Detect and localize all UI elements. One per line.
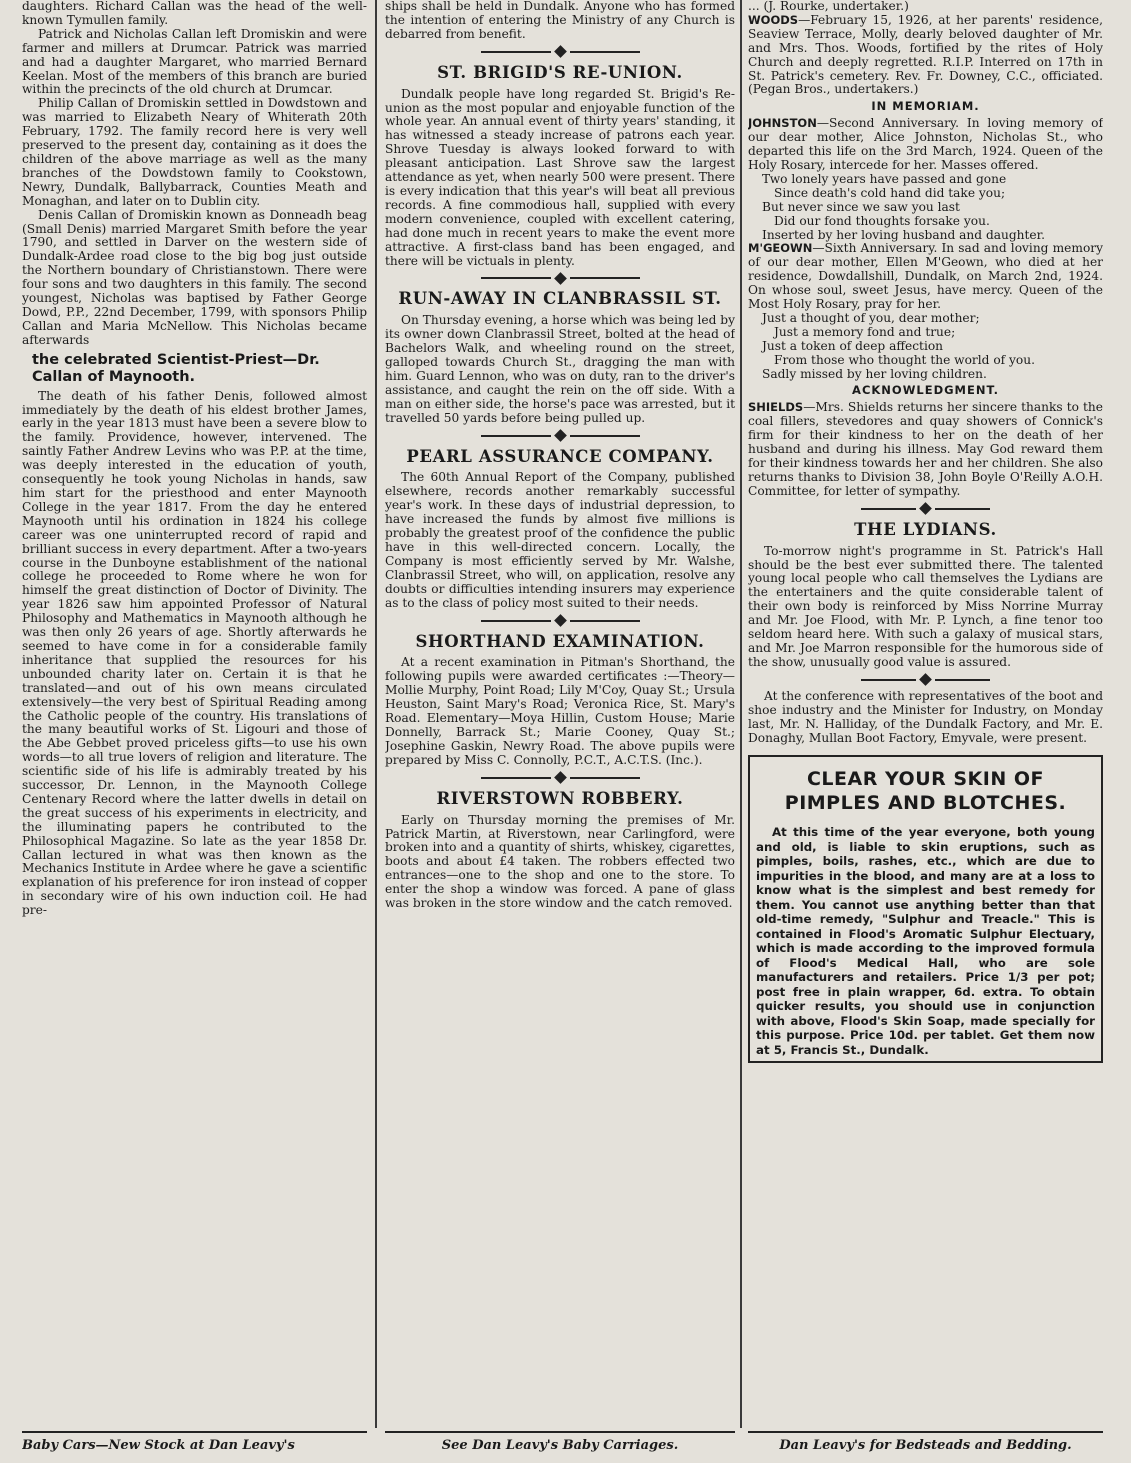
separator-ornament <box>385 428 735 444</box>
verse-line: Two lonely years have passed and gone <box>762 171 1007 186</box>
notice-shields <box>748 401 1103 498</box>
verse-line: Just a thought of you, dear mother; <box>762 310 980 325</box>
paragraph: Patrick and Nicholas Callan left Dromiskin and were farmer and millers at Drumcar. Patrick was married and had a daughter Margaret, who married Bernard Keelan. Most of the members of this branch are buried within the precincts of the old church at Drumcar. <box>22 26 367 97</box>
verse-line: Just a token of deep affection <box>762 338 944 353</box>
notice-text: —February 15, 1926, at her parents' residence, Seaview Terrace, Molly, dearly beloved daughter of Mr. and Mrs. Thos. Woods, fortified by the rites of Holy Church and deeply regretted. R.I.P. Interred on 17th in St. Patrick's cemetery. Rev. Fr. Downey, C.C., officiated. (Pegan Bros., undertakers.) <box>748 12 1103 97</box>
paragraph: To-morrow night's programme in St. Patrick's Hall should be the best ever submitted there. The talented young local people who call themselves the Lydians are the entertainers and the quite considerable talent of their own body is reinforced by Miss Norrine Murray and Mr. Joe Flood, with Mr. P. Lynch, a fine tenor too seldom heard here. With such a galaxy of musical stars, and Mr. Joe Marron responsible for the humorous side of the show, unusually good value is assured. <box>748 543 1103 669</box>
paragraph: The death of his father Denis, followed almost immediately by the death of his eldest brother James, early in the year 1813 must have been a severe blow to the family. Providence, however, intervened. The saintly Father Andrew Levins who was P.P. at the time, was deeply interested in the education of youth, consequently he took young Nicholas in hands, saw him start for the priesthood and enter Maynooth College in the year 1817. From the day he entered Maynooth until his ordination in 1824 his college career was one uninterrupted record of rapid and brilliant success in every department. After a two-years course in the Dunboyne establishment of the national college he proceeded to Rome where he won for himself the great distinction of Doctor of Divinity. The year 1826 saw him appointed Professor of Natural Philosophy and Mathematics in Maynooth although he was then only 26 years of age. Shortly afterwards he seemed to have come in for a considerable family inheritance that supplied the resources for his unbounded charity later on. Certain it is that he translated—and out of his own means circulated extensively—the very best of Spiritual Reading among the Catholic people of the country. His translations of the many beautiful works of St. Ligouri and those of the Abe Gebbet proved priceless gifts—to use his own words—to all true lovers of religion and literature. The scientific side of his life is admirably treated by his successor, Dr. Lennon, in the Maynooth College Centenary Record where the latter dwells in detail on the great success of his experiments in electricity, and the illuminating papers he contributed to the Philosophical Magazine. So late as the year 1858 Dr. Callan lectured in what was then known as the Mechanics Institute in Ardee where he gave a scientific explanation of his preference for iron instead of copper in secondary wire of his own induction coil. He had pre- <box>22 388 367 918</box>
headline: SHORTHAND EXAMINATION. <box>415 631 705 651</box>
verse-line: Inserted by her loving husband and daughter. <box>762 227 1045 242</box>
section-heading: ACKNOWLEDGMENT. <box>852 383 999 398</box>
notice-johnston <box>748 117 1103 173</box>
headline: THE LYDIANS. <box>854 519 997 539</box>
verse-line: Sadly missed by her loving children. <box>762 366 987 381</box>
verse-line: Since death's cold hand did take you; <box>774 185 1006 200</box>
separator-ornament <box>385 44 735 60</box>
notice-mgeown <box>748 242 1103 312</box>
notice-name: SHIELDS <box>748 400 804 415</box>
notice-woods <box>748 14 1103 97</box>
footer-advert: See Dan Leavy's Baby Carriages. <box>385 1431 735 1459</box>
section-heading: IN MEMORIAM. <box>871 99 980 114</box>
headline: RUN-AWAY IN CLANBRASSIL ST. <box>398 289 722 309</box>
column-3 <box>748 0 1103 1463</box>
footer-advert: Baby Cars—New Stock at Dan Leavy's <box>22 1431 367 1459</box>
separator-ornament <box>748 501 1103 517</box>
notice-name: JOHNSTON <box>748 116 817 131</box>
notice-name: WOODS <box>748 12 799 27</box>
advertisement-title: CLEAR YOUR SKIN OF PIMPLES AND BLOTCHES. <box>784 768 1067 815</box>
paragraph: daughters. Richard Callan was the head of the well-known Tymullen family. <box>22 0 367 27</box>
paragraph: At a recent examination in Pitman's Shorthand, the following pupils were awarded certificates :—Theory—Mollie Murphy, Point Road; Lily M'Coy, Quay St.; Ursula Heuston, Saint Mary's Road; Veronica Rice, St. Mary's Road. Elementary—Moya Hillin, Custom House; Marie Donnelly, Barrack St.; Marie Cooney, Quay St.; Josephine Gaskin, Newry Road. The above pupils were prepared by Miss C. Connolly, P.C.T., A.C.T.S. (Inc.). <box>385 655 735 767</box>
separator-ornament <box>385 270 735 286</box>
paragraph: On Thursday evening, a horse which was being led by its owner down Clanbrassil Street, bolted at the head of Bachelors Walk, and wheeling round on the street, galloped towards Church St., dragging the man with him. Guard Lennon, who was on duty, ran to the driver's assistance, and caught the rein on the off side. With a man on either side, the horse's pace was arrested, but it travelled 50 yards before being pulled up. <box>385 313 735 425</box>
column-1 <box>22 0 367 1463</box>
paragraph: Denis Callan of Dromiskin known as Donneadh beag (Small Denis) married Margaret Smith before the year 1790, and settled in Darver on the western side of Dundalk-Ardee road close to the big bog just outside the Northern boundary of Christianstown. There were four sons and two daughters in this family. The second youngest, Nicholas was baptised by Father George Dowd, P.P., 22nd December, 1799, with sponsors Philip Callan and Maria McNellow. This Nicholas became afterwards <box>22 207 367 347</box>
paragraph: The 60th Annual Report of the Company, published elsewhere, records another remarkably successful year's work. In these days of industrial depression, to have increased the funds by almost five millions is probably the greatest proof of the confidence the public have in this well-directed concern. Locally, the Company is most efficiently served by Mr. Walshe, Clanbrassil Street, who will, on application, resolve any doubts or difficulties intending insurers may experience as to the class of policy most suited to their needs. <box>385 470 735 610</box>
paragraph: Dundalk people have long regarded St. Brigid's Re-union as the most popular and enjoyable function of the whole year. An annual event of thirty years' standing, it has witnessed a steady increase of patrons each year. Shrove Tuesday is always looked forward to with pleasant anticipation. Last Shrove saw the largest attendance as yet, when nearly 500 were present. There is every indication that this year's will beat all previous records. A fine commodious hall, supplied with every modern convenience, coupled with excellent catering, had done much in recent years to make the event more attractive. A first-class band has been engaged, and there will be victuals in plenty. <box>385 86 735 268</box>
paragraph: Early on Thursday morning the premises of Mr. Patrick Martin, at Riverstown, near Carlingford, were broken into and a quantity of shirts, whiskey, cigarettes, boots and about £4 taken. The robbers effected two entrances—one to the shop and one to the store. To enter the shop a window was forced. A pane of glass was broken in the store window and the catch removed. <box>385 812 735 911</box>
verse-line: Just a memory fond and true; <box>774 324 956 339</box>
column-2 <box>385 0 735 1463</box>
notice-text: —Second Anniversary. In loving memory of our dear mother, Alice Johnston, Nicholas St., who departed this life on the 3rd March, 1924. Queen of the Holy Rosary, intercede for her. Masses offered. <box>748 116 1103 172</box>
column-rule <box>740 0 742 1428</box>
headline: RIVERSTOWN ROBBERY. <box>436 788 684 808</box>
paragraph: ... (J. Rourke, undertaker.) <box>748 0 909 13</box>
advertisement-body: At this time of the year everyone, both young and old, is liable to skin eruptions, such as pimples, boils, rashes, etc., which are due to impurities in the blood, and many are at a loss to know what is the simplest and best remedy for them. You cannot use anything better than that old-time remedy, "Sulphur and Treacle." This is contained in Flood's Aromatic Sulphur Electuary, which is made according to the improved formula of Flood's Medical Hall, who are sole manufacturers and retailers. Price 1/3 per pot; post free in plain wrapper, 6d. extra. To obtain quicker results, you should use in conjunction with above, Flood's Skin Soap, made specially for this purpose. Price 10d. per tablet. Get them now at 5, Francis St., Dundalk. <box>756 825 1095 1057</box>
headline: ST. BRIGID'S RE-UNION. <box>437 62 683 82</box>
paragraph: At the conference with representatives of the boot and shoe industry and the Minister for Industry, on Monday last, Mr. N. Halliday, of the Dundalk Factory, and Mr. E. Donaghy, Mullan Boot Factory, Emyvale, were present. <box>748 688 1103 745</box>
separator-ornament <box>748 672 1103 688</box>
paragraph: Philip Callan of Dromiskin settled in Dowdstown and was married to Elizabeth Neary of Whiterath 20th February, 1792. The family record here is very well preserved to the present day, containing as it does the children of the above marriage as well as the many branches of the Dowdstown family to Cookstown, Newry, Dundalk, Ballybarrack, Counties Meath and Monaghan, and later on to Dublin city. <box>22 96 367 208</box>
separator-ornament <box>385 613 735 629</box>
verse-line: Did our fond thoughts forsake you. <box>774 213 990 228</box>
footer-advert: Dan Leavy's for Bedsteads and Bedding. <box>748 1431 1103 1459</box>
separator-ornament <box>385 770 735 786</box>
advertisement-box <box>748 755 1103 1063</box>
paragraph: ships shall be held in Dundalk. Anyone who has formed the intention of entering the Ministry of any Church is debarred from benefit. <box>385 0 735 41</box>
verse-line: From those who thought the world of you. <box>774 352 1035 367</box>
notice-text: —Mrs. Shields returns her sincere thanks to the coal fillers, stevedores and quay showers of Connick's firm for their kindness to her on the death of her husband and during his illness. May God reward them for their kindness towards her and her children. She also returns thanks to Division 38, John Boyle O'Reilly A.O.H. Committee, for letter of sympathy. <box>748 400 1103 498</box>
verse-line: But never since we saw you last <box>762 199 960 214</box>
headline: PEARL ASSURANCE COMPANY. <box>406 446 714 466</box>
notice-name: M'GEOWN <box>748 241 813 256</box>
notice-text: —Sixth Anniversary. In sad and loving memory of our dear mother, Ellen M'Geown, who died at her residence, Dowdallshill, Dundalk, on March 2nd, 1924. On whose soul, sweet Jesus, have mercy. Queen of the Most Holy Rosary, pray for her. <box>748 241 1103 312</box>
subheading: the celebrated Scientist-Priest—Dr. Callan of Maynooth. <box>32 351 320 385</box>
column-rule <box>375 0 377 1428</box>
